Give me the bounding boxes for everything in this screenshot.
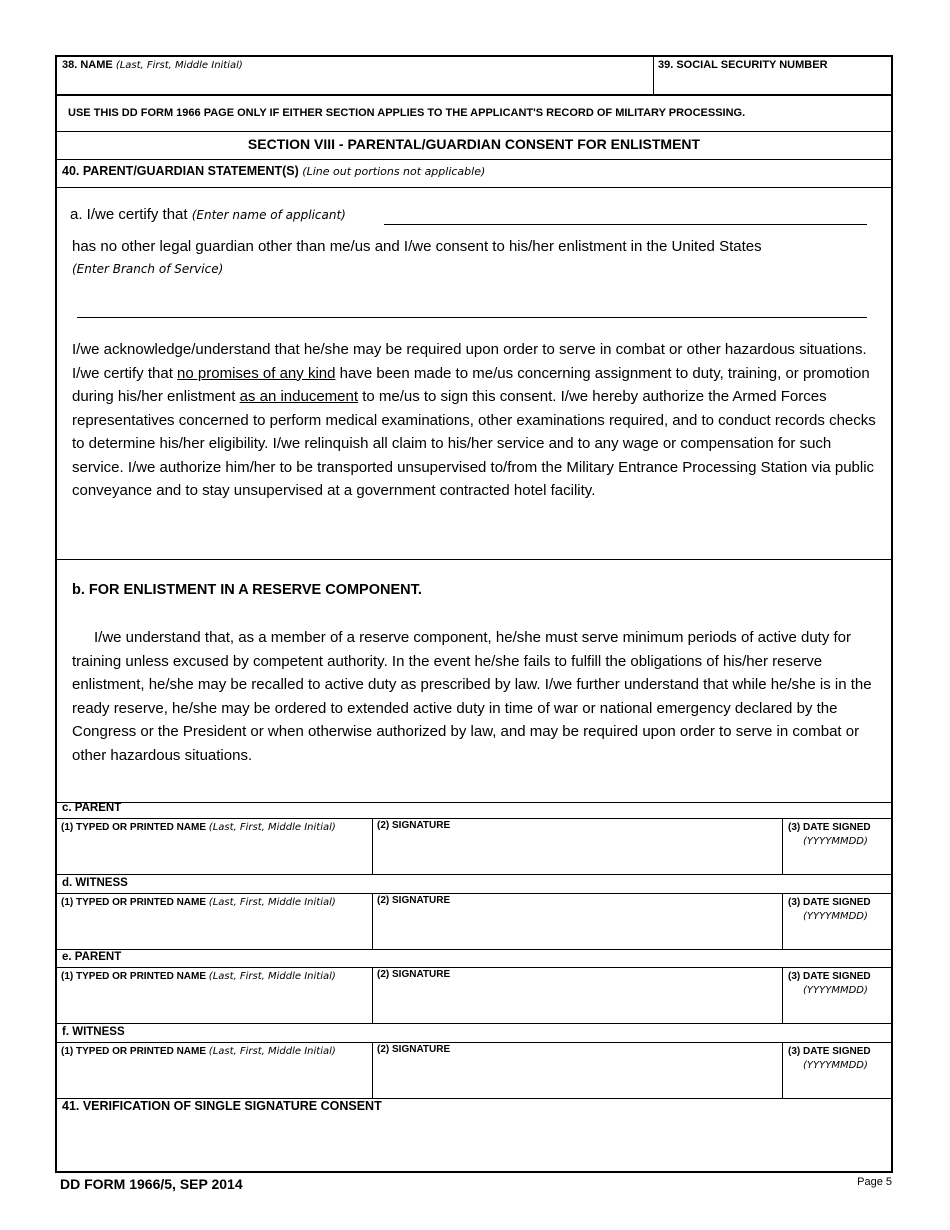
date-signed-field[interactable] <box>783 1043 891 1098</box>
name-field[interactable] <box>57 57 652 93</box>
reserve-component-title: b. FOR ENLISTMENT IN A RESERVE COMPONENT. <box>72 582 422 598</box>
signature-block-title: c. PARENT <box>62 802 122 814</box>
branch-of-service-line[interactable] <box>77 317 867 318</box>
date-format-hint: (YYYYMMDD) <box>803 985 868 996</box>
usage-notice: USE THIS DD FORM 1966 PAGE ONLY IF EITHER SECTION APPLIES TO THE APPLICANT'S RECORD OF MILITARY PROCESSING. <box>68 107 746 119</box>
page-number: Page 5 <box>857 1176 892 1188</box>
date-signed-label: (3) DATE SIGNED <box>788 822 871 833</box>
ssn-label: 39. SOCIAL SECURITY NUMBER <box>658 59 828 71</box>
signature-field[interactable] <box>373 894 781 949</box>
printed-name-label: (1) TYPED OR PRINTED NAME (Last, First, Middle Initial) <box>61 1046 336 1057</box>
signature-label: (2) SIGNATURE <box>377 969 451 980</box>
certify-label: a. I/we certify that (Enter name of applicant) <box>70 206 346 223</box>
signature-block <box>55 875 893 950</box>
branch-hint: (Enter Branch of Service) <box>72 262 224 276</box>
item41-label: 41. VERIFICATION OF SINGLE SIGNATURE CONSENT <box>62 1099 382 1113</box>
signature-field[interactable] <box>373 968 781 1023</box>
printed-name-label: (1) TYPED OR PRINTED NAME (Last, First, Middle Initial) <box>61 822 336 833</box>
printed-name-field[interactable] <box>55 894 371 949</box>
printed-name-label: (1) TYPED OR PRINTED NAME (Last, First, Middle Initial) <box>61 971 336 982</box>
acknowledgement-paragraph: I/we acknowledge/understand that he/she may be required upon order to serve in combat or other hazardous situations. I/we certify that no promises of any kind have been made to me/us concerning assignment to duty, training, or promotion during his/her enlistment as an inducement to me/us to sign this consent. I/we hereby authorize the Armed Forces representatives concerned to perform medical examinations, other examinations required, and to conduct records checks to determine his/her eligibility. I/we relinquish all claim to his/her service and to any wage or compensation for such service. I/we authorize him/her to be transported unsupervised to/from the Military Entrance Processing Station via public conveyance and to stay unsupervised at a government contracted hotel facility. <box>72 341 876 499</box>
printed-name-field[interactable] <box>55 968 371 1023</box>
signature-label: (2) SIGNATURE <box>377 895 451 906</box>
signature-block <box>55 1024 893 1099</box>
consent-text: has no other legal guardian other than me/us and I/we consent to his/her enlistment in the United States <box>72 238 762 255</box>
date-signed-label: (3) DATE SIGNED <box>788 897 871 908</box>
reserve-component-paragraph: I/we understand that, as a member of a reserve component, he/she must serve minimum periods of active duty for training unless excused by competent authority. In the event he/she fails to fulfill the obligations of his/her reserve enlistment, he/she may be recalled to active duty as prescribed by law. I/we further understand that while he/she is in the ready reserve, he/she may be ordered to extended active duty in time of war or national emergency declared by the Congress or the President or when otherwise authorized by law, and may be required upon order to serve in combat or other hazardous situations. <box>72 629 872 764</box>
signature-block-title: e. PARENT <box>62 951 122 963</box>
printed-name-label: (1) TYPED OR PRINTED NAME (Last, First, Middle Initial) <box>61 897 336 908</box>
form-id: DD FORM 1966/5, SEP 2014 <box>60 1176 243 1192</box>
date-format-hint: (YYYYMMDD) <box>803 836 868 847</box>
signature-block <box>55 800 893 875</box>
date-format-hint: (YYYYMMDD) <box>803 911 868 922</box>
signature-field[interactable] <box>373 1043 781 1098</box>
date-signed-label: (3) DATE SIGNED <box>788 971 871 982</box>
date-signed-field[interactable] <box>783 894 891 949</box>
name-label: 38. NAME (Last, First, Middle Initial) <box>62 59 243 71</box>
section-title: SECTION VIII - PARENTAL/GUARDIAN CONSENT FOR ENLISTMENT <box>247 136 701 152</box>
date-format-hint: (YYYYMMDD) <box>803 1060 868 1071</box>
signature-label: (2) SIGNATURE <box>377 1044 451 1055</box>
signature-block-title: f. WITNESS <box>62 1026 125 1038</box>
single-signature-verification-field[interactable] <box>57 1117 892 1171</box>
date-signed-field[interactable] <box>783 968 891 1023</box>
item40-label: 40. PARENT/GUARDIAN STATEMENT(S) (Line out portions not applicable) <box>62 164 486 178</box>
applicant-name-line[interactable] <box>384 224 867 225</box>
signature-block-title: d. WITNESS <box>62 877 128 889</box>
printed-name-field[interactable] <box>55 1043 371 1098</box>
signature-label: (2) SIGNATURE <box>377 820 451 831</box>
printed-name-field[interactable] <box>55 819 371 874</box>
date-signed-field[interactable] <box>783 819 891 874</box>
ssn-field[interactable] <box>654 57 892 93</box>
signature-field[interactable] <box>373 819 781 874</box>
date-signed-label: (3) DATE SIGNED <box>788 1046 871 1057</box>
signature-block <box>55 949 893 1024</box>
